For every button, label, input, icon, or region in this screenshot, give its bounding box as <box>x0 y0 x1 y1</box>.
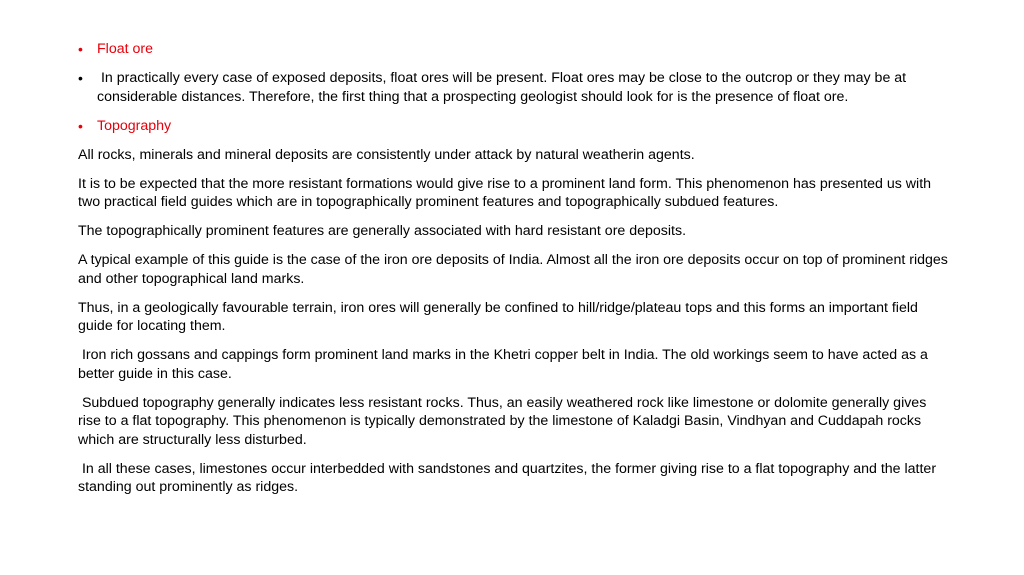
paragraph-favourable-terrain: Thus, in a geologically favourable terrain, iron ores will generally be confined to hill/ridge/plateau tops and this forms an important field guide for locating them. <box>78 299 918 334</box>
bullet-text: In practically every case of exposed deposits, float ores will be present. Float ores may be close to the outcrop or they may be at considerable distances. Therefore, the first thing that a prospecting geologist should look for is the presence of float ore. <box>97 70 911 105</box>
paragraph-subdued-topography: Subdued topography generally indicates less resistant rocks. Thus, an easily weathered rock like limestone or dolomite generally gives rise to a flat topography. This phenomenon is typically demonstrated by the limestone of Kaladgi Basin, Vindhyan and Cuddapah rocks which are structurally less disturbed. <box>78 394 931 448</box>
paragraph-khetri-gossans: Iron rich gossans and cappings form prominent land marks in the Khetri copper belt in India. The old workings seem to have acted as a better guide in this case. <box>78 347 932 382</box>
bullet-topography <box>78 117 948 136</box>
paragraph-weathering: All rocks, minerals and mineral deposits are consistently under attack by natural weatherin agents. <box>78 146 695 163</box>
paragraph-resistant-formations: It is to be expected that the more resistant formations would give rise to a prominent land form. This phenomenon has presented us with two practical field guides which are in topographically prominent features and topographically subdued features. <box>78 175 932 210</box>
paragraph-prominent-features: The topographically prominent features are generally associated with hard resistant ore deposits. <box>78 223 687 239</box>
bullet-dot-icon: • <box>78 117 83 134</box>
paragraph-iron-ore-example: A typical example of this guide is the case of the iron ore deposits of India. Almost all the iron ore deposits occur on top of prominent ridges and other topographical land marks. <box>78 252 948 287</box>
bullet-text: Topography <box>97 117 172 134</box>
bullet-float-ore-description <box>78 69 948 106</box>
bullet-text: Float ore <box>97 41 153 57</box>
paragraph-limestones-interbedded: In all these cases, limestones occur interbedded with sandstones and quartzites, the former giving rise to a flat topography and the latter standing out prominently as ridges. <box>78 460 941 495</box>
bullet-float-ore <box>78 40 948 59</box>
bullet-dot-icon: • <box>78 70 83 86</box>
slide-content <box>78 40 948 507</box>
bullet-dot-icon: • <box>78 41 83 57</box>
